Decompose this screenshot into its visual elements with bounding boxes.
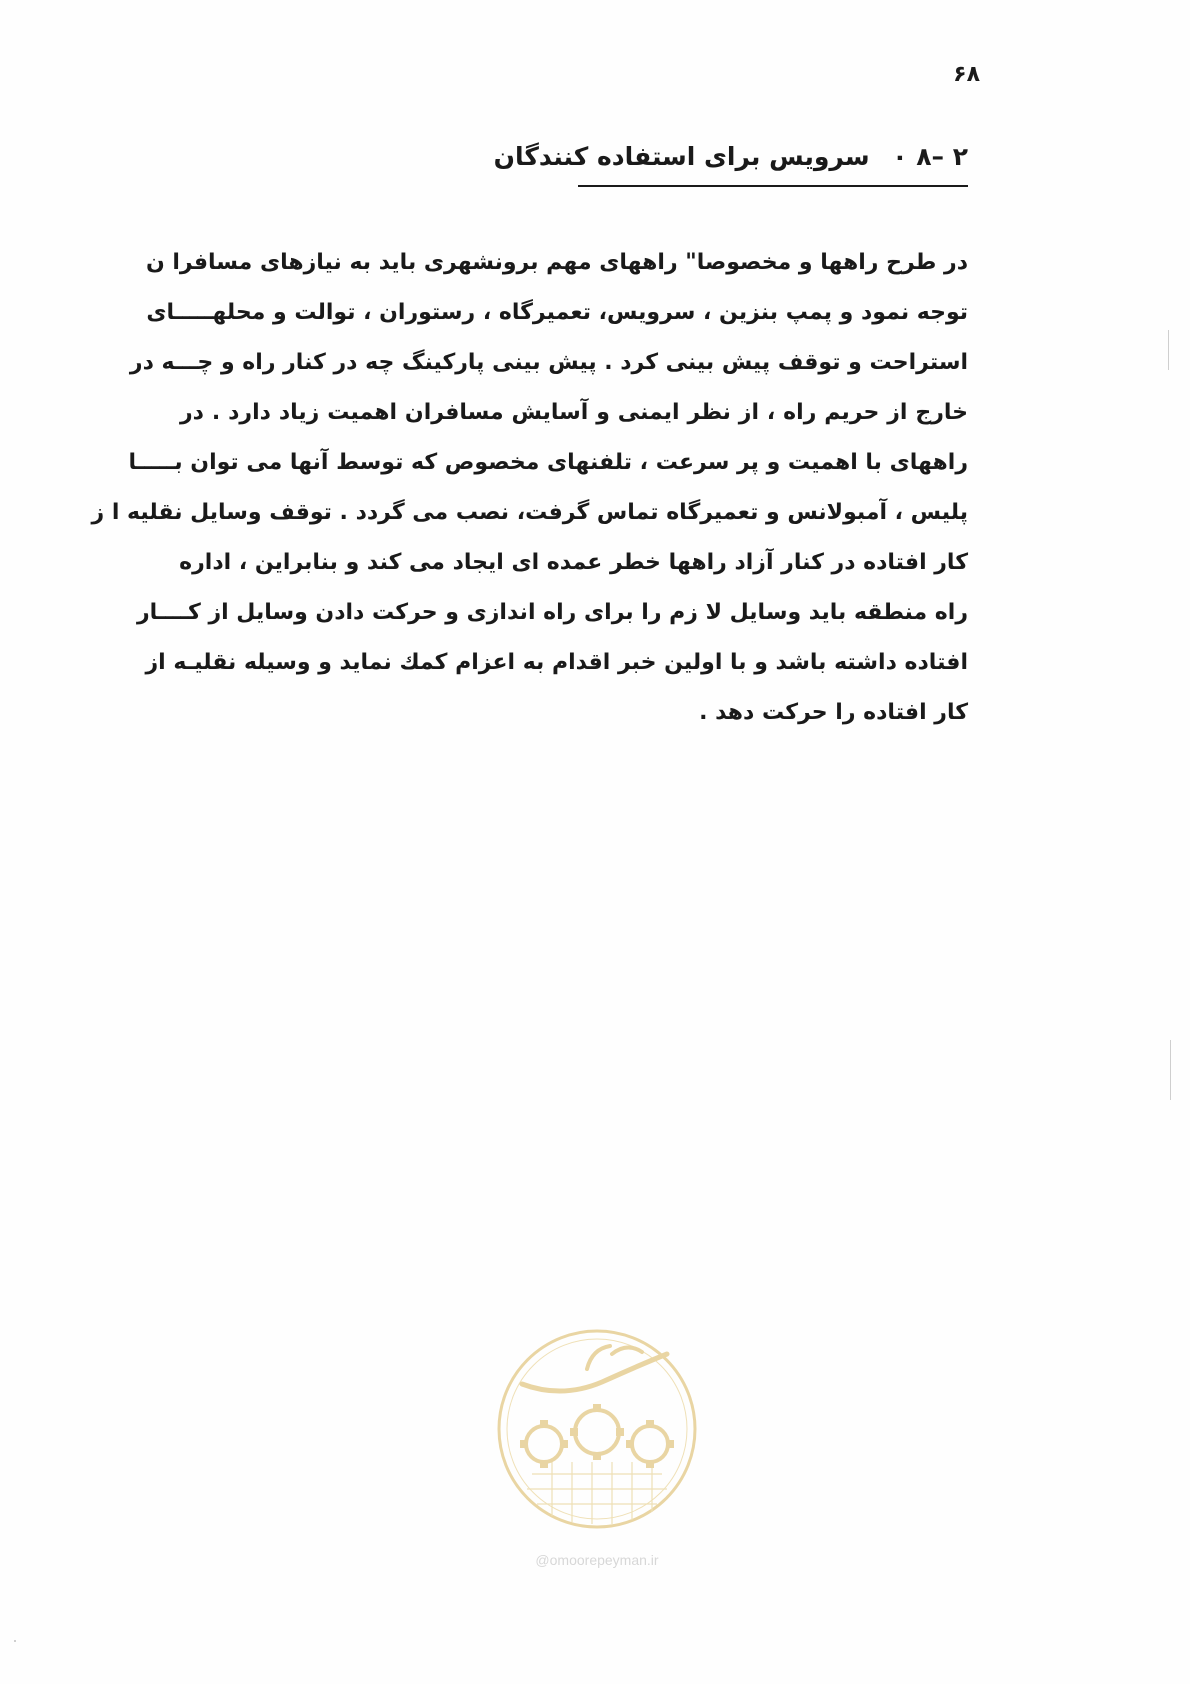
body-paragraph [91,238,968,738]
body-line-last: کار افتاده را حرکت دهد . [699,700,968,725]
body-line: راههای با اهمیت و پر سرعت ، تلفنهای مخصوص که توسط آنها می توان بـــــا [128,450,968,475]
section-heading [493,142,968,187]
watermark-seal-icon [492,1324,702,1544]
body-line: توجه نمود و پمپ بنزین ، سرویس، تعمیرگاه ، رستوران ، توالت و محلهـــــای [146,300,968,325]
body-line: پلیس ، آمبولانس و تعمیرگاه تماس گرفت، نصب می گردد . توقف وسایل نقلیه ا ز [91,500,968,525]
watermark-url: @omoorepeyman.ir [535,1552,659,1568]
scan-edge-mark [1168,330,1169,370]
body-line: افتاده داشته باشد و با اولین خبر اقدام به اعزام کمك نماید و وسیله نقلیـه از [145,650,968,675]
body-line: کار افتاده در کنار آزاد راهها خطر عمده ای ایجاد می کند و بنابراین ، اداره [179,550,968,575]
watermark-logo [492,1324,702,1584]
section-number: ۲ –۸ ۰ [892,142,968,171]
page-number: ۶۸ [953,62,980,87]
body-line: خارج از حریم راه ، از نظر ایمنی و آسایش مسافران اهمیت زیاد دارد . در [180,400,968,425]
section-title: سرویس برای استفاده کنندگان [493,142,870,171]
body-line: راه منطقه باید وسایل لا زم را برای راه اندازی و حرکت دادن وسایل از کــــار [136,600,968,625]
body-line: استراحت و توقف پیش بینی کرد . پیش بینی پارکینگ چه در کنار راه و چـــه در [129,350,968,375]
scan-edge-mark [14,1640,16,1642]
scan-edge-mark [1170,1040,1171,1100]
body-line: در طرح راهها و مخصوصا" راههای مهم برونشهری باید به نیازهای مسافرا ن [145,250,968,275]
